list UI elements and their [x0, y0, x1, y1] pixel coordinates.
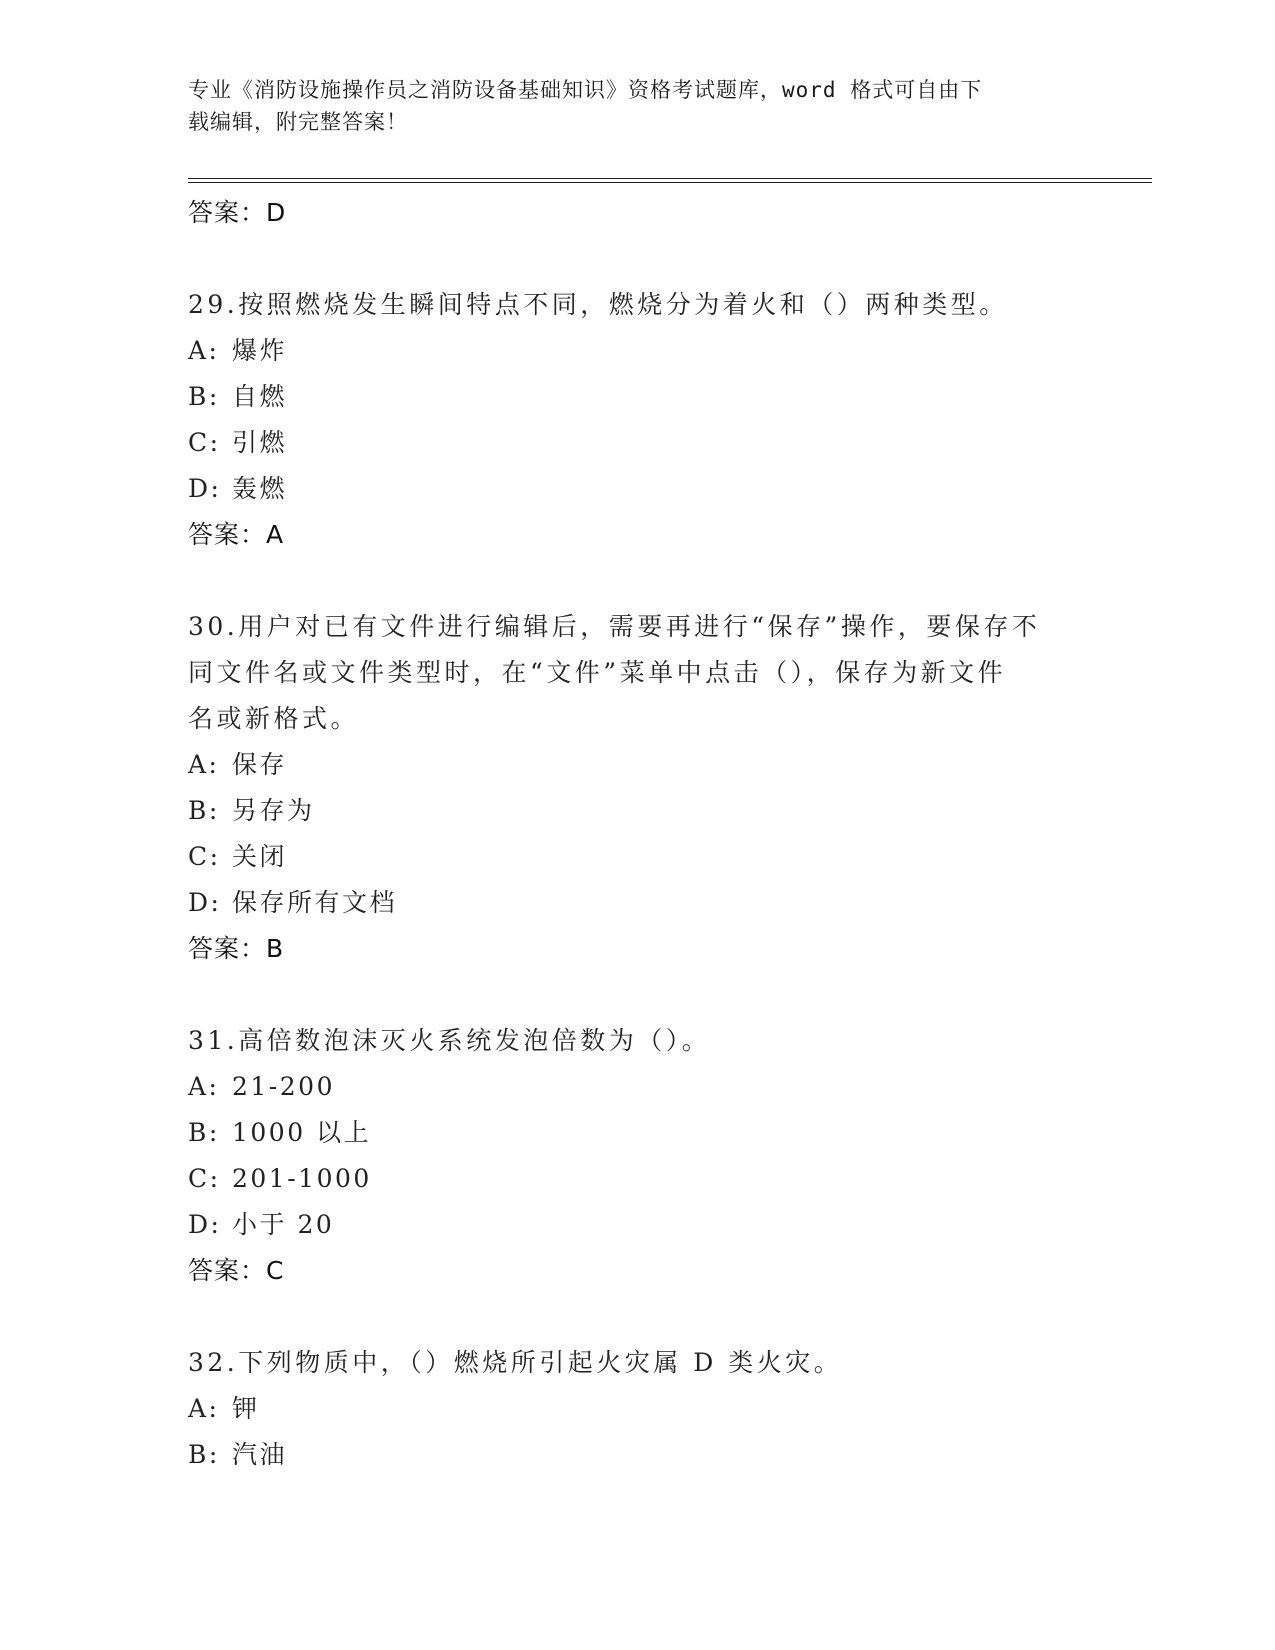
option-d [188, 880, 1088, 926]
option-c [188, 420, 1088, 466]
question-text: 31.高倍数泡沫灭火系统发泡倍数为（）。 [188, 1026, 711, 1055]
option-text: 保存 [232, 750, 288, 779]
option-text: 爆炸 [232, 336, 288, 365]
option-c [188, 1156, 1088, 1202]
option-letter: D: [188, 474, 222, 503]
document-body [188, 190, 1088, 1478]
option-letter: D: [188, 1210, 222, 1239]
question-30 [188, 604, 1088, 972]
option-text: 1000 以上 [232, 1118, 372, 1147]
question-text-line-1: 30.用户对已有文件进行编辑后，需要再进行“保存”操作，要保存不 [188, 612, 1041, 641]
option-text: 钾 [232, 1394, 260, 1423]
header-divider-bottom [188, 182, 1152, 183]
option-b [188, 788, 1088, 834]
option-d [188, 1202, 1088, 1248]
option-text: 201-1000 [232, 1164, 372, 1193]
option-b [188, 1432, 1088, 1478]
header-divider-top [188, 178, 1152, 179]
answer: 答案：B [188, 934, 285, 963]
option-letter: B: [188, 796, 220, 825]
option-text: 引燃 [232, 428, 288, 457]
option-letter: A: [188, 1394, 220, 1423]
option-b [188, 374, 1088, 420]
option-b [188, 1110, 1088, 1156]
document-header [188, 74, 1068, 138]
option-letter: C: [188, 1164, 221, 1193]
question-31 [188, 1018, 1088, 1294]
option-letter: A: [188, 1072, 220, 1101]
option-letter: B: [188, 382, 220, 411]
previous-answer: 答案：D [188, 198, 287, 227]
answer: 答案：C [188, 1256, 285, 1285]
header-line-1: 专业《消防设施操作员之消防设备基础知识》资格考试题库，word 格式可自由下 [188, 78, 983, 102]
question-text: 32.下列物质中，（）燃烧所引起火灾属 D 类火灾。 [188, 1348, 843, 1377]
option-text: 轰燃 [232, 474, 288, 503]
option-letter: D: [188, 888, 222, 917]
question-text-line-2: 同文件名或文件类型时，在“文件”菜单中点击（），保存为新文件 [188, 658, 1007, 687]
option-a [188, 1386, 1088, 1432]
option-letter: C: [188, 428, 221, 457]
option-letter: A: [188, 750, 220, 779]
option-c [188, 834, 1088, 880]
question-text: 29.按照燃烧发生瞬间特点不同，燃烧分为着火和（）两种类型。 [188, 290, 1008, 319]
question-32 [188, 1340, 1088, 1478]
option-d [188, 466, 1088, 512]
option-text: 保存所有文档 [232, 888, 398, 917]
option-a [188, 328, 1088, 374]
header-line-2: 载编辑，附完整答案！ [188, 110, 408, 134]
option-letter: A: [188, 336, 220, 365]
option-text: 自燃 [232, 382, 288, 411]
option-text: 21-200 [232, 1072, 335, 1101]
answer: 答案：A [188, 520, 285, 549]
option-letter: B: [188, 1118, 220, 1147]
question-text-line-3: 名或新格式。 [188, 704, 360, 733]
option-a [188, 742, 1088, 788]
question-29 [188, 282, 1088, 558]
option-text: 另存为 [232, 796, 315, 825]
option-a [188, 1064, 1088, 1110]
option-text: 汽油 [232, 1440, 288, 1469]
option-letter: B: [188, 1440, 220, 1469]
option-text: 关闭 [232, 842, 288, 871]
option-letter: C: [188, 842, 221, 871]
option-text: 小于 20 [232, 1210, 335, 1239]
